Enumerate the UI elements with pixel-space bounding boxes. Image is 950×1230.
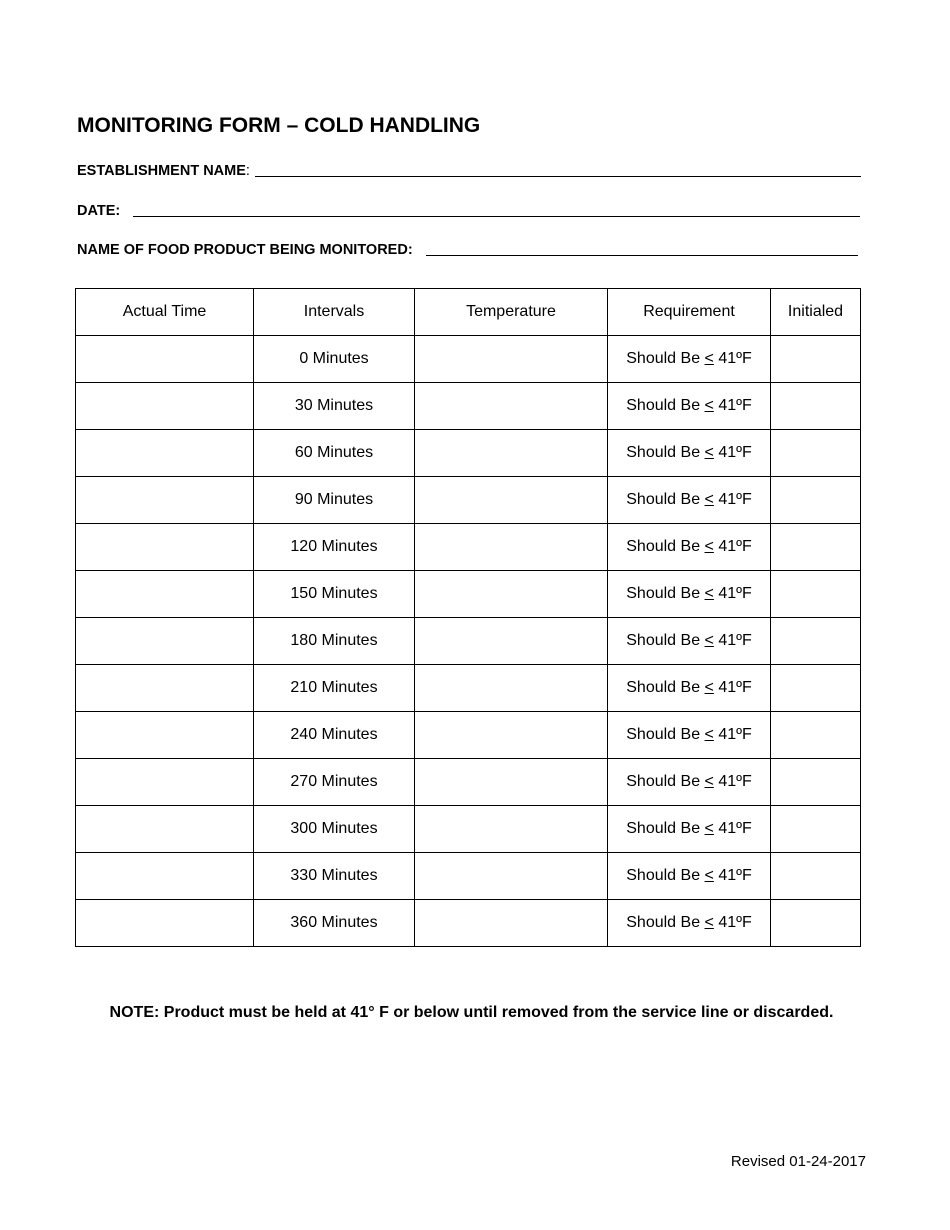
temperature-cell[interactable] [415, 665, 608, 712]
requirement-cell [608, 618, 771, 665]
table-row [76, 806, 861, 853]
table-row [76, 336, 861, 383]
table-row [76, 524, 861, 571]
requirement-cell [608, 383, 771, 430]
requirement-temperature: 41ºF [713, 397, 752, 414]
interval-cell: 330 Minutes [254, 853, 415, 900]
table-row [76, 665, 861, 712]
requirement-cell [608, 712, 771, 759]
monitoring-table [75, 288, 861, 947]
requirement-temperature: 41ºF [713, 444, 752, 461]
initialed-cell[interactable] [771, 336, 861, 383]
header-actual-time: Actual Time [76, 289, 254, 336]
requirement-cell [608, 665, 771, 712]
table-row [76, 571, 861, 618]
table-header-row [76, 289, 861, 336]
requirement-temperature: 41ºF [713, 350, 752, 367]
header-initialed: Initialed [771, 289, 861, 336]
product-name-input[interactable] [426, 254, 858, 256]
interval-cell: 90 Minutes [254, 477, 415, 524]
requirement-text: Should Be [626, 679, 705, 696]
temperature-cell[interactable] [415, 900, 608, 947]
interval-cell: 60 Minutes [254, 430, 415, 477]
requirement-temperature: 41ºF [713, 679, 752, 696]
requirement-temperature: 41ºF [713, 820, 752, 837]
interval-cell: 120 Minutes [254, 524, 415, 571]
requirement-text: Should Be [626, 914, 705, 931]
actual-time-cell[interactable] [76, 618, 254, 665]
temperature-cell[interactable] [415, 618, 608, 665]
establishment-label: ESTABLISHMENT NAME: [77, 163, 250, 179]
requirement-text: Should Be [626, 820, 705, 837]
interval-cell: 0 Minutes [254, 336, 415, 383]
actual-time-cell[interactable] [76, 430, 254, 477]
actual-time-cell[interactable] [76, 524, 254, 571]
table-row [76, 759, 861, 806]
requirement-temperature: 41ºF [713, 867, 752, 884]
requirement-text: Should Be [626, 444, 705, 461]
revision-date: Revised 01-24-2017 [730, 1153, 866, 1170]
initialed-cell[interactable] [771, 806, 861, 853]
establishment-name-input[interactable] [255, 175, 861, 177]
requirement-text: Should Be [626, 867, 705, 884]
requirement-text: Should Be [626, 538, 705, 555]
table-row [76, 430, 861, 477]
initialed-cell[interactable] [771, 618, 861, 665]
requirement-text: Should Be [626, 726, 705, 743]
actual-time-cell[interactable] [76, 571, 254, 618]
less-than-or-equal-symbol: < [704, 491, 714, 508]
table-row [76, 618, 861, 665]
requirement-temperature: 41ºF [713, 773, 752, 790]
table-row [76, 477, 861, 524]
initialed-cell[interactable] [771, 571, 861, 618]
requirement-temperature: 41ºF [713, 726, 752, 743]
temperature-cell[interactable] [415, 477, 608, 524]
less-than-or-equal-symbol: < [704, 397, 714, 414]
actual-time-cell[interactable] [76, 759, 254, 806]
table-row [76, 853, 861, 900]
less-than-or-equal-symbol: < [704, 820, 714, 837]
requirement-cell [608, 759, 771, 806]
establishment-field-row [77, 163, 861, 179]
temperature-cell[interactable] [415, 524, 608, 571]
requirement-cell [608, 900, 771, 947]
temperature-cell[interactable] [415, 430, 608, 477]
initialed-cell[interactable] [771, 853, 861, 900]
initialed-cell[interactable] [771, 383, 861, 430]
header-requirement: Requirement [608, 289, 771, 336]
date-field-row [77, 203, 860, 219]
product-label: NAME OF FOOD PRODUCT BEING MONITORED: [77, 242, 413, 258]
interval-cell: 270 Minutes [254, 759, 415, 806]
less-than-or-equal-symbol: < [704, 773, 714, 790]
requirement-temperature: 41ºF [713, 914, 752, 931]
date-label: DATE: [77, 203, 121, 219]
requirement-text: Should Be [626, 350, 705, 367]
requirement-temperature: 41ºF [713, 632, 752, 649]
initialed-cell[interactable] [771, 524, 861, 571]
requirement-temperature: 41ºF [713, 585, 752, 602]
table-row [76, 900, 861, 947]
less-than-or-equal-symbol: < [704, 350, 714, 367]
temperature-cell[interactable] [415, 806, 608, 853]
actual-time-cell[interactable] [76, 383, 254, 430]
table-row [76, 383, 861, 430]
initialed-cell[interactable] [771, 900, 861, 947]
interval-cell: 210 Minutes [254, 665, 415, 712]
actual-time-cell[interactable] [76, 900, 254, 947]
temperature-cell[interactable] [415, 571, 608, 618]
actual-time-cell[interactable] [76, 853, 254, 900]
requirement-temperature: 41ºF [713, 491, 752, 508]
table-row [76, 712, 861, 759]
interval-cell: 240 Minutes [254, 712, 415, 759]
product-field-row [77, 242, 858, 258]
initialed-cell[interactable] [771, 430, 861, 477]
initialed-cell[interactable] [771, 477, 861, 524]
actual-time-cell[interactable] [76, 336, 254, 383]
actual-time-cell[interactable] [76, 477, 254, 524]
less-than-or-equal-symbol: < [704, 585, 714, 602]
requirement-temperature: 41ºF [713, 538, 752, 555]
less-than-or-equal-symbol: < [704, 914, 714, 931]
requirement-cell [608, 524, 771, 571]
form-title: MONITORING FORM – COLD HANDLING [77, 114, 481, 137]
requirement-cell [608, 571, 771, 618]
requirement-cell [608, 430, 771, 477]
requirement-cell [608, 806, 771, 853]
less-than-or-equal-symbol: < [704, 867, 714, 884]
requirement-text: Should Be [626, 491, 705, 508]
date-input[interactable] [133, 215, 860, 217]
header-temperature: Temperature [415, 289, 608, 336]
temperature-cell[interactable] [415, 759, 608, 806]
requirement-text: Should Be [626, 632, 705, 649]
actual-time-cell[interactable] [76, 665, 254, 712]
less-than-or-equal-symbol: < [704, 538, 714, 555]
holding-note: NOTE: Product must be held at 41° F or below until removed from the service line or discarded. [109, 1004, 834, 1021]
temperature-cell[interactable] [415, 336, 608, 383]
interval-cell: 180 Minutes [254, 618, 415, 665]
interval-cell: 360 Minutes [254, 900, 415, 947]
interval-cell: 30 Minutes [254, 383, 415, 430]
requirement-text: Should Be [626, 585, 705, 602]
requirement-text: Should Be [626, 397, 705, 414]
requirement-cell [608, 853, 771, 900]
actual-time-cell[interactable] [76, 806, 254, 853]
less-than-or-equal-symbol: < [704, 726, 714, 743]
initialed-cell[interactable] [771, 665, 861, 712]
temperature-cell[interactable] [415, 383, 608, 430]
requirement-cell [608, 336, 771, 383]
initialed-cell[interactable] [771, 712, 861, 759]
less-than-or-equal-symbol: < [704, 632, 714, 649]
header-intervals: Intervals [254, 289, 415, 336]
temperature-cell[interactable] [415, 712, 608, 759]
less-than-or-equal-symbol: < [704, 444, 714, 461]
actual-time-cell[interactable] [76, 712, 254, 759]
less-than-or-equal-symbol: < [704, 679, 714, 696]
interval-cell: 300 Minutes [254, 806, 415, 853]
requirement-text: Should Be [626, 773, 705, 790]
requirement-cell [608, 477, 771, 524]
interval-cell: 150 Minutes [254, 571, 415, 618]
temperature-cell[interactable] [415, 853, 608, 900]
initialed-cell[interactable] [771, 759, 861, 806]
